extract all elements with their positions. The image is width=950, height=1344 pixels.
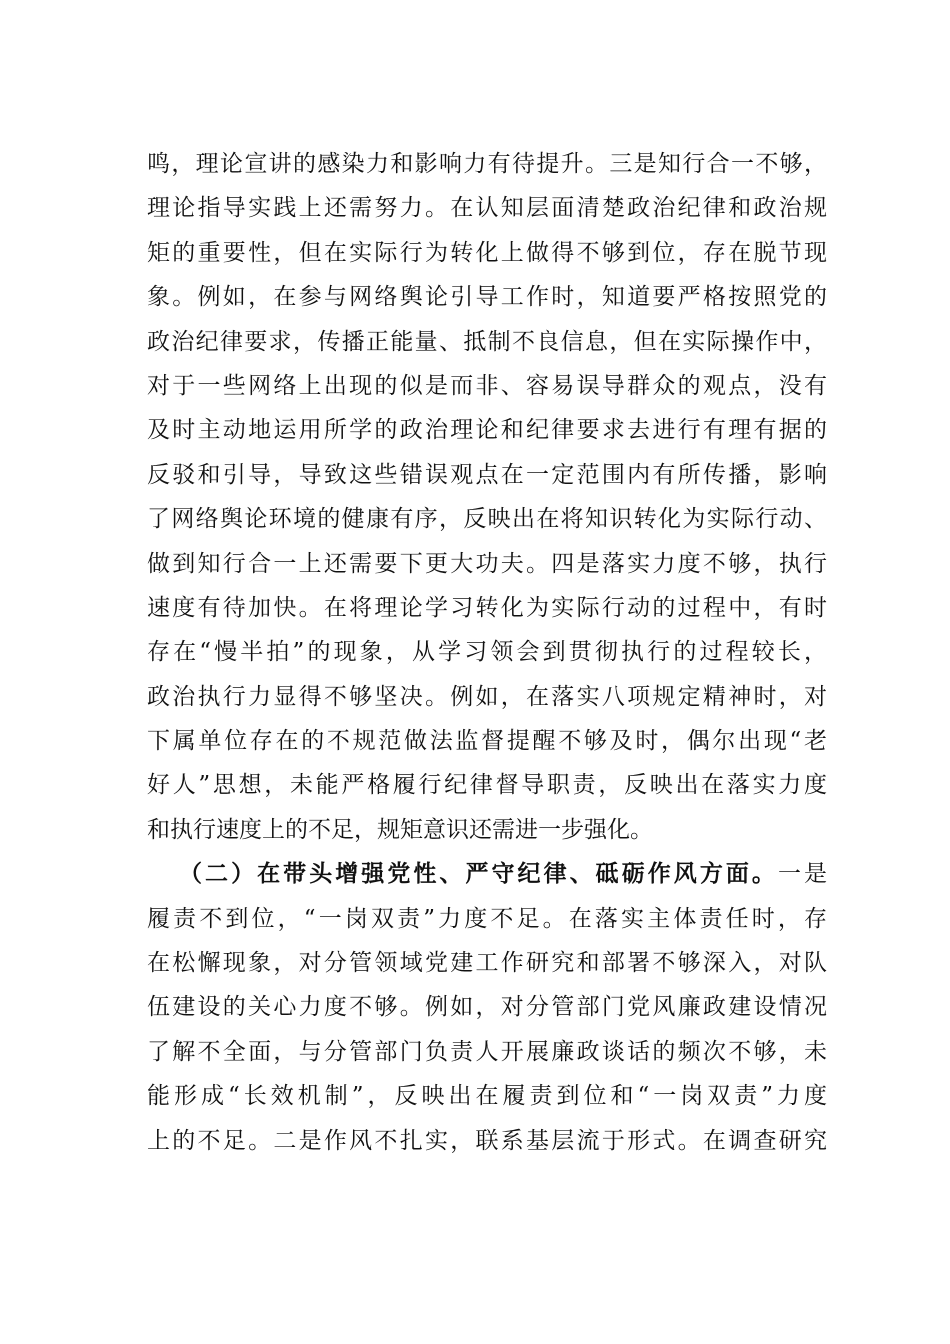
text-line: 反驳和引导，导致这些错误观点在一定范围内有所传播，影响 xyxy=(147,461,827,488)
text-line: 速度有待加快。在将理论学习转化为实际行动的过程中，有时 xyxy=(147,594,827,621)
text-line: 好人”思想，未能严格履行纪律督导职责，反映出在落实力度 xyxy=(147,772,827,799)
text-line: 了解不全面，与分管部门负责人开展廉政谈话的频次不够，未 xyxy=(147,1038,827,1065)
text-line: 履责不到位，“一岗双责”力度不足。在落实主体责任时，存 xyxy=(147,905,827,932)
text-line: 能形成“长效机制”，反映出在履责到位和“一岗双责”力度 xyxy=(147,1083,827,1110)
text-line: 政治纪律要求，传播正能量、抵制不良信息，但在实际操作中， xyxy=(147,328,827,355)
text-line: 对于一些网络上出现的似是而非、容易误导群众的观点，没有 xyxy=(147,372,827,399)
section-heading-line xyxy=(147,852,827,896)
text-line: 矩的重要性，但在实际行为转化上做得不够到位，存在脱节现 xyxy=(147,239,827,266)
text-line: 了网络舆论环境的健康有序，反映出在将知识转化为实际行动、 xyxy=(147,506,827,533)
text-line: 理论指导实践上还需努力。在认知层面清楚政治纪律和政治规 xyxy=(147,195,827,222)
text-line: 在松懈现象，对分管领域党建工作研究和部署不够深入，对队 xyxy=(147,950,827,977)
heading-line-rest: 一是 xyxy=(777,861,828,888)
text-line: 和执行速度上的不足，规矩意识还需进一步强化。 xyxy=(147,816,653,843)
text-line: 鸣，理论宣讲的感染力和影响力有待提升。三是知行合一不够， xyxy=(147,151,827,177)
text-line: 上的不足。二是作风不扎实，联系基层流于形式。在调查研究 xyxy=(147,1127,827,1154)
text-line: 下属单位存在的不规范做法监督提醒不够及时，偶尔出现“老 xyxy=(147,728,827,755)
text-line: 伍建设的关心力度不够。例如，对分管部门党风廉政建设情况 xyxy=(147,994,827,1021)
text-line: 存在“慢半拍”的现象，从学习领会到贯彻执行的过程较长， xyxy=(147,639,827,666)
body-text xyxy=(147,142,827,1163)
text-line: 及时主动地运用所学的政治理论和纪律要求去进行有理有据的 xyxy=(147,417,827,444)
text-line: 象。例如，在参与网络舆论引导工作时，知道要严格按照党的 xyxy=(147,284,827,311)
text-line: 做到知行合一上还需要下更大功夫。四是落实力度不够，执行 xyxy=(147,550,827,577)
text-line: 政治执行力显得不够坚决。例如，在落实八项规定精神时，对 xyxy=(147,683,827,710)
section-heading: （二）在带头增强党性、严守纪律、砥砺作风方面。 xyxy=(179,860,778,888)
